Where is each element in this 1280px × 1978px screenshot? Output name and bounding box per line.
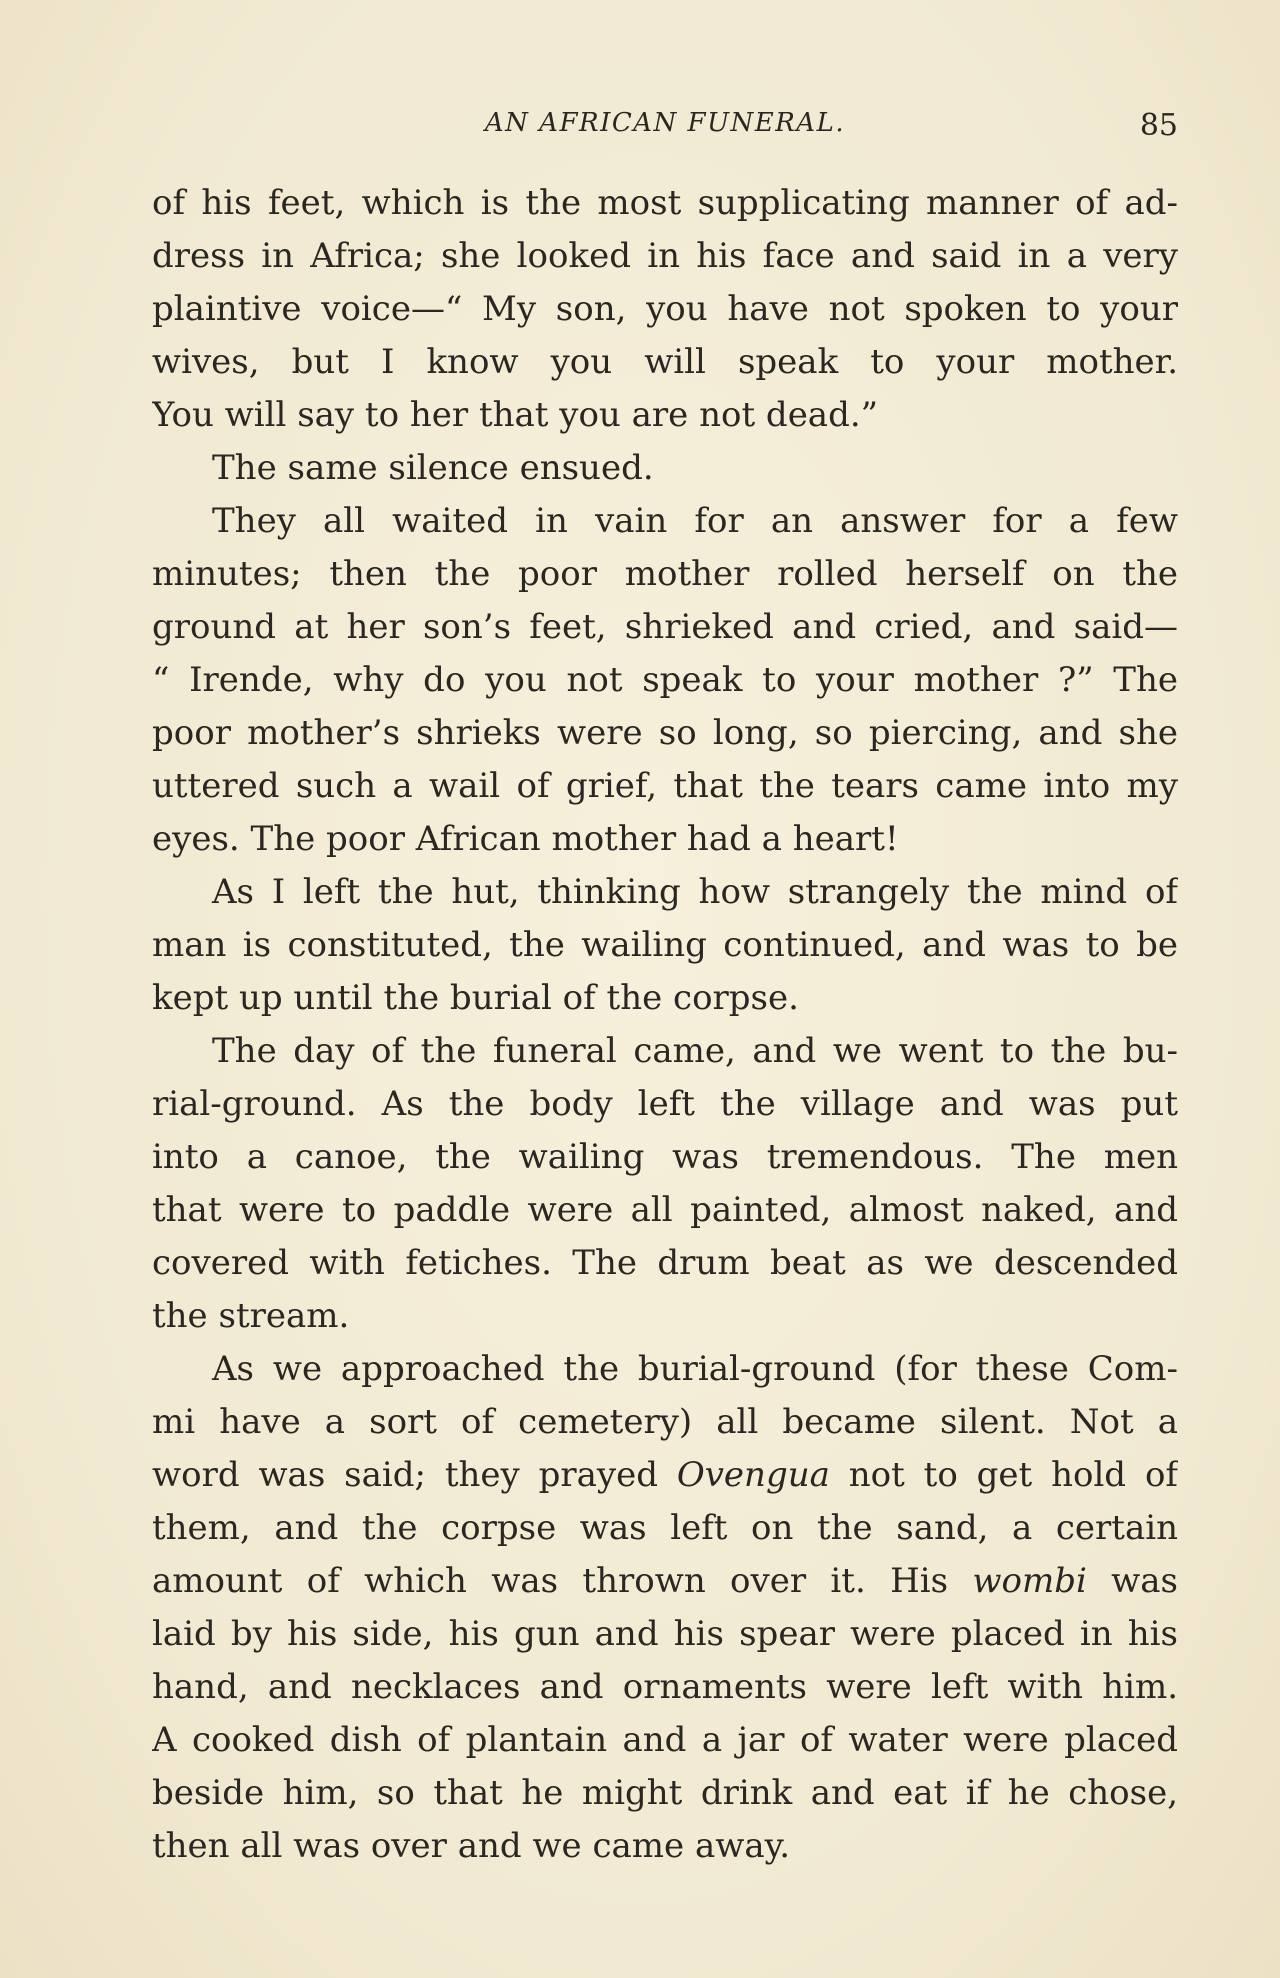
text-line: As we approached the burial-ground (for these Com- xyxy=(212,1349,1178,1389)
text-line: They all waited in vain for an answer for a few xyxy=(212,501,1178,541)
text-line: plaintive voice—“ My son, you have not spoken to your xyxy=(152,289,1178,329)
text-line: A cooked dish of plantain and a jar of water were placed xyxy=(152,1720,1178,1760)
running-title: AN AFRICAN FUNERAL. xyxy=(484,108,846,138)
text-line: kept up until the burial of the corpse. xyxy=(152,978,799,1018)
text-line: covered with fetiches. The drum beat as we descended xyxy=(152,1243,1178,1283)
text-line: word was said; they prayed Ovengua not to get hold of xyxy=(152,1455,1178,1495)
text-line: then all was over and we came away. xyxy=(152,1826,791,1866)
text-line: The day of the funeral came, and we went to the bu- xyxy=(212,1031,1178,1071)
text-line: The same silence ensued. xyxy=(212,448,654,488)
text-line: the stream. xyxy=(152,1296,350,1336)
text-line: “ Irende, why do you not speak to your mother ?” The xyxy=(152,660,1178,700)
text-line: dress in Africa; she looked in his face and said in a very xyxy=(152,236,1178,276)
text-line: that were to paddle were all painted, almost naked, and xyxy=(152,1190,1178,1230)
text-line: ground at her son’s feet, shrieked and cried, and said— xyxy=(152,607,1178,647)
text-line: mi have a sort of cemetery) all became silent. Not a xyxy=(152,1402,1178,1442)
text-line: them, and the corpse was left on the sand, a certain xyxy=(152,1508,1178,1548)
text-line: beside him, so that he might drink and eat if he chose, xyxy=(152,1773,1178,1813)
text-line: As I left the hut, thinking how strangely the mind of xyxy=(212,872,1178,912)
text-line: You will say to her that you are not dead.” xyxy=(152,395,879,435)
running-head xyxy=(152,108,1178,148)
text-line: man is constituted, the wailing continued, and was to be xyxy=(152,925,1178,965)
text-line: amount of which was thrown over it. His wombi was xyxy=(152,1561,1178,1601)
text-line: eyes. The poor African mother had a heart! xyxy=(152,819,899,859)
body-text xyxy=(152,177,1178,1873)
text-line: into a canoe, the wailing was tremendous. The men xyxy=(152,1137,1178,1177)
text-line: minutes; then the poor mother rolled herself on the xyxy=(152,554,1178,594)
text-line: rial-ground. As the body left the village and was put xyxy=(152,1084,1178,1124)
page-number: 85 xyxy=(1139,108,1178,143)
text-line: of his feet, which is the most supplicating manner of ad- xyxy=(152,183,1178,223)
text-line: poor mother’s shrieks were so long, so piercing, and she xyxy=(152,713,1178,753)
text-line: hand, and necklaces and ornaments were left with him. xyxy=(152,1667,1178,1707)
text-line: uttered such a wail of grief, that the tears came into my xyxy=(152,766,1178,806)
text-line: laid by his side, his gun and his spear were placed in his xyxy=(152,1614,1178,1654)
text-line: wives, but I know you will speak to your mother. xyxy=(152,342,1178,382)
